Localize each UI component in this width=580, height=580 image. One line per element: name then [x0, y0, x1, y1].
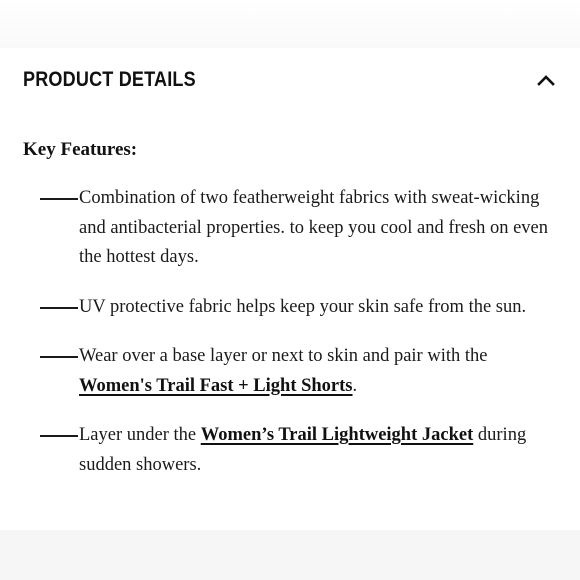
dash-bullet	[40, 307, 78, 309]
key-features-heading: Key Features:	[23, 139, 138, 160]
dash-bullet	[40, 356, 78, 358]
section-title: PRODUCT DETAILS	[23, 68, 196, 91]
chevron-up-icon[interactable]	[535, 69, 557, 91]
feature-text-before: Wear over a base layer or next to skin and pair with the	[79, 346, 488, 366]
feature-text: Combination of two featherweight fabrics with sweat-wicking and antibacterial properties. to keep you cool and fresh on even the hottest days.	[79, 188, 549, 267]
bottom-background-band	[0, 530, 580, 580]
dash-bullet	[40, 198, 78, 200]
feature-text-before: Layer under the	[79, 425, 201, 445]
feature-item	[40, 342, 560, 401]
top-background-band	[0, 0, 580, 48]
feature-item	[40, 421, 560, 480]
jacket-product-link[interactable]: Women’s Trail Lightweight Jacket	[200, 425, 474, 445]
feature-text: UV protective fabric helps keep your skin safe from the sun.	[79, 296, 527, 317]
feature-text-after: .	[352, 375, 358, 396]
feature-item	[40, 293, 560, 323]
key-features-list	[40, 184, 560, 500]
product-details-accordion-header[interactable]	[23, 64, 559, 96]
dash-bullet	[40, 435, 78, 437]
feature-item	[40, 184, 560, 273]
shorts-product-link[interactable]: Women's Trail Fast + Light Shorts	[79, 375, 353, 396]
feature-text-after: during sudden showers.	[79, 425, 527, 475]
